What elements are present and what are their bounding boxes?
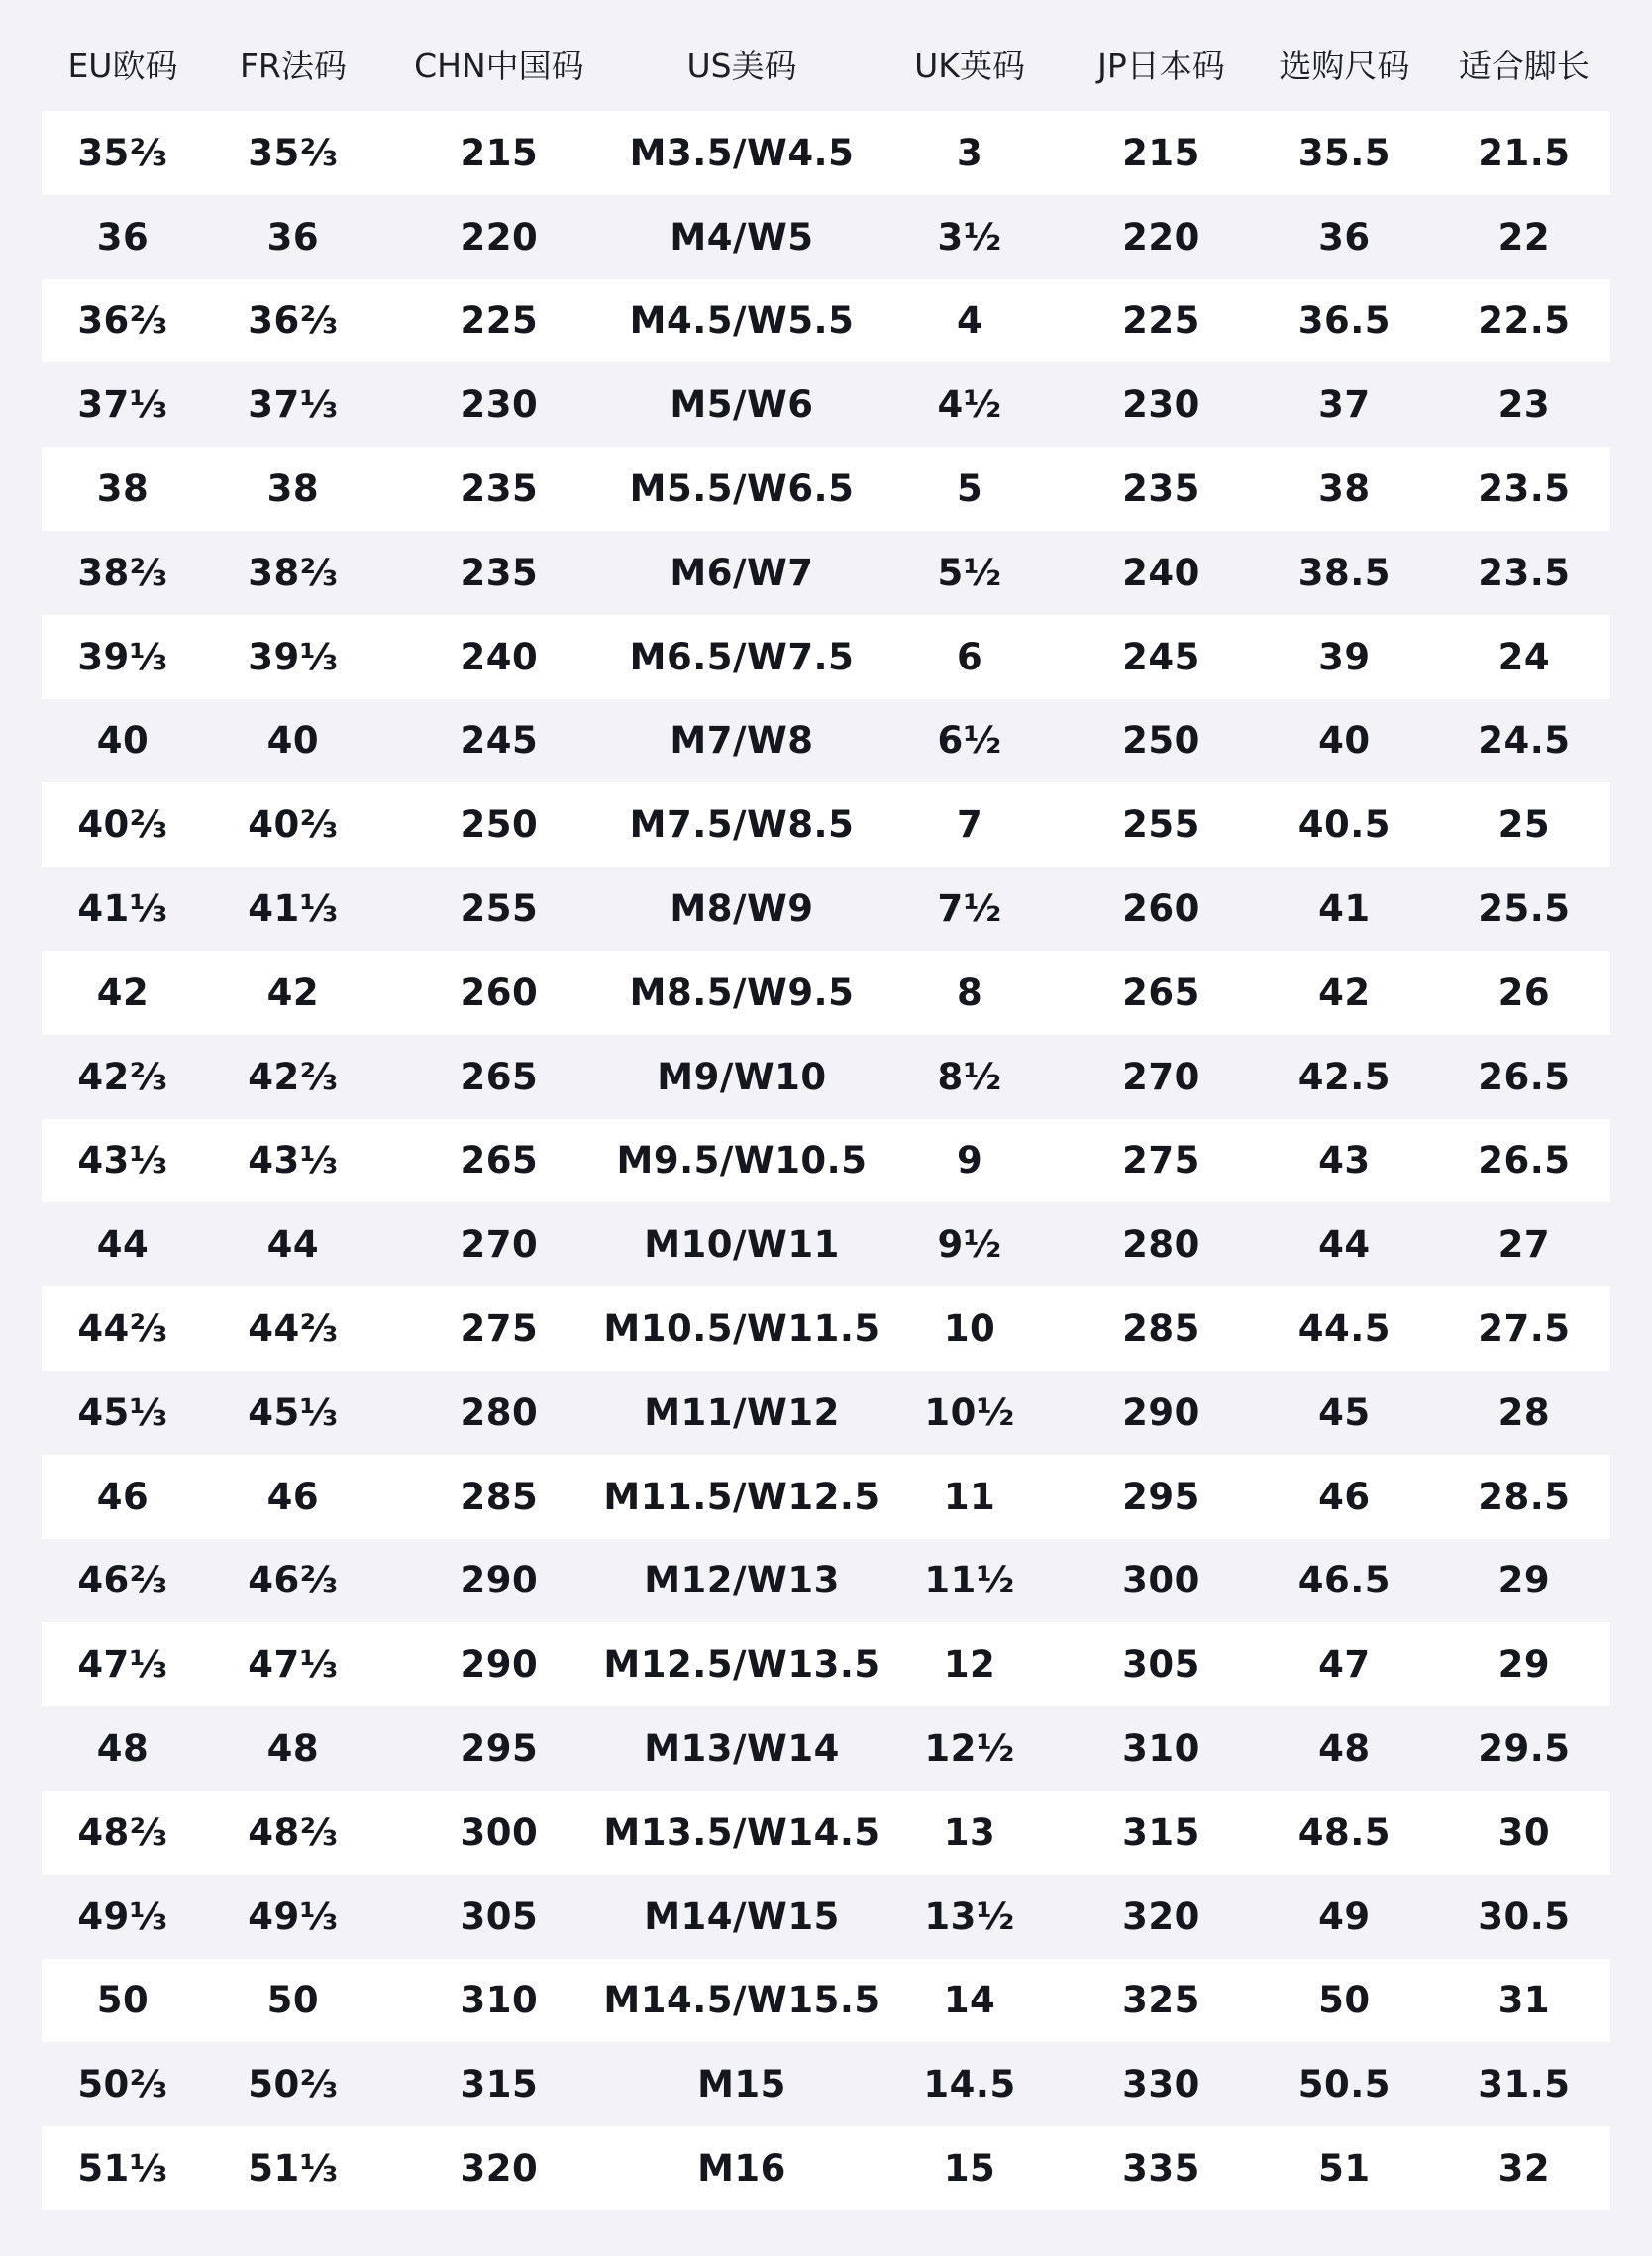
table-cell-foot-length: 32 [1497, 2147, 1551, 2191]
table-body [42, 111, 1610, 2210]
table-cell-us: M5.5/W6.5 [629, 467, 855, 511]
table-cell-us: M11/W12 [644, 1390, 840, 1434]
table-cell-us: M8/W9 [670, 887, 814, 931]
table-cell-uk: 6½ [937, 719, 1002, 763]
table-cell-chn: 215 [460, 131, 539, 174]
table-cell-us: M14/W15 [644, 1895, 840, 1938]
table-cell-buy-size: 38.5 [1297, 551, 1392, 594]
table-cell-uk: 10½ [924, 1390, 1015, 1434]
table-cell-us: M9.5/W10.5 [616, 1139, 868, 1182]
table-cell-buy-size: 36.5 [1297, 299, 1392, 343]
table-row [42, 2042, 1610, 2126]
table-cell-us: M14.5/W15.5 [603, 1979, 880, 2022]
table-cell-jp: 215 [1122, 131, 1200, 174]
table-cell-eu: 38 [96, 467, 150, 511]
column-header-buy-size: 选购尺码 [1279, 46, 1410, 85]
table-cell-jp: 235 [1122, 467, 1200, 511]
table-cell-foot-length: 23.5 [1478, 467, 1571, 511]
table-cell-uk: 11 [943, 1475, 996, 1518]
table-cell-uk: 12 [943, 1643, 996, 1687]
table-cell-eu: 46 [96, 1475, 150, 1518]
table-cell-fr: 38 [266, 467, 320, 511]
table-cell-chn: 290 [460, 1643, 539, 1687]
table-cell-us: M11.5/W12.5 [603, 1475, 880, 1518]
table-row [42, 951, 1610, 1035]
table-cell-jp: 310 [1122, 1727, 1200, 1771]
table-cell-jp: 295 [1122, 1475, 1200, 1518]
table-cell-chn: 265 [460, 1055, 539, 1098]
table-cell-uk: 5½ [937, 551, 1002, 594]
table-cell-foot-length: 31.5 [1478, 2063, 1571, 2106]
table-cell-foot-length: 25.5 [1478, 887, 1571, 931]
table-cell-fr: 46⅔ [248, 1559, 339, 1602]
table-cell-buy-size: 44.5 [1297, 1307, 1392, 1351]
table-cell-fr: 42⅔ [248, 1055, 339, 1098]
table-cell-fr: 46 [266, 1475, 320, 1518]
table-cell-buy-size: 51 [1318, 2147, 1371, 2191]
table-cell-eu: 49⅓ [77, 1895, 168, 1938]
table-cell-uk: 11½ [924, 1559, 1015, 1602]
table-cell-chn: 245 [460, 719, 539, 763]
table-row [42, 1622, 1610, 1706]
table-cell-buy-size: 43 [1318, 1139, 1371, 1182]
table-cell-eu: 44⅔ [77, 1307, 168, 1351]
table-cell-eu: 37⅓ [77, 383, 168, 427]
table-cell-jp: 250 [1122, 719, 1200, 763]
table-cell-uk: 6 [956, 635, 983, 678]
shoe-size-conversion-table [42, 0, 1610, 2210]
table-cell-jp: 280 [1122, 1223, 1200, 1267]
table-row [42, 782, 1610, 867]
table-cell-uk: 9½ [937, 1223, 1002, 1267]
table-cell-fr: 51⅓ [248, 2147, 339, 2191]
table-cell-uk: 13½ [924, 1895, 1015, 1938]
table-cell-buy-size: 39 [1318, 635, 1371, 678]
table-cell-eu: 43⅓ [77, 1139, 168, 1182]
table-cell-uk: 10 [943, 1307, 996, 1351]
table-cell-fr: 40 [266, 719, 320, 763]
table-cell-fr: 36 [266, 215, 320, 258]
table-row [42, 1035, 1610, 1119]
table-cell-buy-size: 40.5 [1297, 803, 1392, 847]
column-header-us: US美码 [686, 46, 797, 85]
table-cell-us: M12.5/W13.5 [603, 1643, 880, 1687]
table-cell-uk: 8 [956, 971, 983, 1014]
table-cell-eu: 39⅓ [77, 635, 168, 678]
table-cell-jp: 255 [1122, 803, 1200, 847]
table-cell-buy-size: 42.5 [1297, 1055, 1392, 1098]
table-cell-fr: 44⅔ [248, 1307, 339, 1351]
table-cell-fr: 41⅓ [248, 887, 339, 931]
table-cell-uk: 13 [943, 1810, 996, 1854]
table-cell-uk: 3 [956, 131, 983, 174]
table-cell-chn: 240 [460, 635, 539, 678]
table-cell-us: M6/W7 [670, 551, 814, 594]
table-cell-fr: 38⅔ [248, 551, 339, 594]
table-cell-us: M7.5/W8.5 [629, 803, 855, 847]
table-cell-uk: 7 [956, 803, 983, 847]
table-cell-uk: 3½ [937, 215, 1002, 258]
table-cell-chn: 255 [460, 887, 539, 931]
table-row [42, 1791, 1610, 1875]
table-cell-uk: 14.5 [923, 2063, 1016, 2106]
table-cell-uk: 4½ [937, 383, 1002, 427]
table-cell-jp: 240 [1122, 551, 1200, 594]
table-cell-foot-length: 26.5 [1478, 1139, 1571, 1182]
table-cell-foot-length: 31 [1497, 1979, 1551, 2022]
table-cell-eu: 38⅔ [77, 551, 168, 594]
table-cell-foot-length: 23 [1497, 383, 1551, 427]
table-cell-foot-length: 27.5 [1478, 1307, 1571, 1351]
table-cell-buy-size: 47 [1318, 1643, 1371, 1687]
table-cell-jp: 225 [1122, 299, 1200, 343]
column-header-foot-length: 适合脚长 [1458, 46, 1590, 85]
table-row [42, 531, 1610, 615]
table-row [42, 362, 1610, 447]
table-cell-jp: 290 [1122, 1390, 1200, 1434]
table-cell-chn: 235 [460, 551, 539, 594]
table-cell-buy-size: 41 [1318, 887, 1371, 931]
table-cell-buy-size: 36 [1318, 215, 1371, 258]
table-cell-chn: 310 [460, 1979, 539, 2022]
table-cell-us: M10/W11 [644, 1223, 840, 1267]
table-row [42, 279, 1610, 363]
table-cell-jp: 305 [1122, 1643, 1200, 1687]
table-cell-us: M9/W10 [657, 1055, 827, 1098]
column-header-jp: JP日本码 [1097, 46, 1225, 85]
table-cell-jp: 230 [1122, 383, 1200, 427]
table-cell-foot-length: 30.5 [1478, 1895, 1571, 1938]
table-cell-jp: 335 [1122, 2147, 1200, 2191]
table-cell-chn: 300 [460, 1810, 539, 1854]
table-cell-eu: 46⅔ [77, 1559, 168, 1602]
table-row [42, 1119, 1610, 1203]
table-cell-eu: 50⅔ [77, 2063, 168, 2106]
table-cell-buy-size: 42 [1318, 971, 1371, 1014]
table-cell-eu: 48⅔ [77, 1810, 168, 1854]
table-row [42, 2126, 1610, 2210]
table-cell-foot-length: 29 [1497, 1643, 1551, 1687]
table-cell-buy-size: 49 [1318, 1895, 1371, 1938]
table-cell-eu: 36⅔ [77, 299, 168, 343]
table-cell-foot-length: 28 [1497, 1390, 1551, 1434]
table-cell-chn: 295 [460, 1727, 539, 1771]
table-cell-us: M13.5/W14.5 [603, 1810, 880, 1854]
table-cell-eu: 48 [96, 1727, 150, 1771]
table-cell-chn: 270 [460, 1223, 539, 1267]
table-cell-buy-size: 46.5 [1297, 1559, 1392, 1602]
table-cell-foot-length: 24.5 [1478, 719, 1571, 763]
table-cell-foot-length: 30 [1497, 1810, 1551, 1854]
table-cell-fr: 37⅓ [248, 383, 339, 427]
table-cell-us: M4.5/W5.5 [629, 299, 855, 343]
table-cell-chn: 225 [460, 299, 539, 343]
table-cell-jp: 300 [1122, 1559, 1200, 1602]
table-cell-us: M8.5/W9.5 [629, 971, 855, 1014]
table-cell-chn: 290 [460, 1559, 539, 1602]
table-cell-us: M12/W13 [644, 1559, 840, 1602]
table-cell-chn: 285 [460, 1475, 539, 1518]
table-cell-uk: 5 [956, 467, 983, 511]
table-cell-chn: 265 [460, 1139, 539, 1182]
table-row [42, 699, 1610, 783]
table-cell-chn: 250 [460, 803, 539, 847]
column-header-fr: FR法码 [239, 46, 347, 85]
table-cell-eu: 42⅔ [77, 1055, 168, 1098]
table-cell-jp: 285 [1122, 1307, 1200, 1351]
table-cell-jp: 260 [1122, 887, 1200, 931]
table-cell-foot-length: 27 [1497, 1223, 1551, 1267]
table-cell-buy-size: 37 [1318, 383, 1371, 427]
table-row [42, 447, 1610, 531]
table-cell-uk: 4 [956, 299, 983, 343]
table-cell-us: M6.5/W7.5 [629, 635, 855, 678]
table-row [42, 1286, 1610, 1371]
table-cell-uk: 14 [943, 1979, 996, 2022]
table-cell-fr: 50⅔ [248, 2063, 339, 2106]
table-cell-fr: 35⅔ [248, 131, 339, 174]
table-row [42, 1875, 1610, 1959]
table-cell-foot-length: 25 [1497, 803, 1551, 847]
table-cell-eu: 47⅓ [77, 1643, 168, 1687]
table-cell-eu: 45⅓ [77, 1390, 168, 1434]
table-cell-uk: 12½ [924, 1727, 1015, 1771]
table-cell-jp: 320 [1122, 1895, 1200, 1938]
table-cell-foot-length: 29.5 [1478, 1727, 1571, 1771]
table-cell-uk: 9 [956, 1139, 983, 1182]
table-cell-foot-length: 28.5 [1478, 1475, 1571, 1518]
table-row [42, 195, 1610, 279]
table-cell-chn: 230 [460, 383, 539, 427]
table-cell-buy-size: 40 [1318, 719, 1371, 763]
table-cell-fr: 40⅔ [248, 803, 339, 847]
table-cell-eu: 42 [96, 971, 150, 1014]
table-cell-jp: 245 [1122, 635, 1200, 678]
table-cell-buy-size: 48.5 [1297, 1810, 1392, 1854]
table-cell-jp: 325 [1122, 1979, 1200, 2022]
table-cell-fr: 39⅓ [248, 635, 339, 678]
table-cell-us: M4/W5 [670, 215, 814, 258]
table-cell-us: M5/W6 [670, 383, 814, 427]
table-cell-eu: 50 [96, 1979, 150, 2022]
table-cell-uk: 8½ [937, 1055, 1002, 1098]
table-row [42, 867, 1610, 951]
table-cell-jp: 265 [1122, 971, 1200, 1014]
table-cell-us: M15 [697, 2063, 786, 2106]
column-header-chn: CHN中国码 [414, 46, 584, 85]
table-cell-fr: 44 [266, 1223, 320, 1267]
table-cell-fr: 50 [266, 1979, 320, 2022]
table-cell-uk: 15 [943, 2147, 996, 2191]
table-cell-fr: 48 [266, 1727, 320, 1771]
table-row [42, 1539, 1610, 1623]
table-cell-chn: 260 [460, 971, 539, 1014]
table-row [42, 1202, 1610, 1286]
table-cell-jp: 330 [1122, 2063, 1200, 2106]
table-cell-fr: 47⅓ [248, 1643, 339, 1687]
table-cell-us: M3.5/W4.5 [629, 131, 855, 174]
column-header-eu: EU欧码 [67, 46, 178, 85]
table-cell-buy-size: 48 [1318, 1727, 1371, 1771]
table-cell-us: M16 [697, 2147, 786, 2191]
table-cell-fr: 45⅓ [248, 1390, 339, 1434]
table-cell-jp: 270 [1122, 1055, 1200, 1098]
table-cell-foot-length: 26 [1497, 971, 1551, 1014]
table-cell-eu: 40⅔ [77, 803, 168, 847]
table-cell-us: M7/W8 [670, 719, 814, 763]
table-cell-fr: 48⅔ [248, 1810, 339, 1854]
table-cell-chn: 305 [460, 1895, 539, 1938]
table-cell-buy-size: 50.5 [1297, 2063, 1392, 2106]
table-cell-fr: 42 [266, 971, 320, 1014]
table-cell-foot-length: 26.5 [1478, 1055, 1571, 1098]
table-row [42, 1371, 1610, 1455]
table-cell-eu: 44 [96, 1223, 150, 1267]
table-row [42, 1455, 1610, 1539]
table-row [42, 1706, 1610, 1791]
table-cell-eu: 41⅓ [77, 887, 168, 931]
table-cell-us: M10.5/W11.5 [603, 1307, 880, 1351]
table-cell-foot-length: 21.5 [1478, 131, 1571, 174]
table-cell-foot-length: 29 [1497, 1559, 1551, 1602]
table-cell-chn: 320 [460, 2147, 539, 2191]
table-row [42, 111, 1610, 195]
table-cell-uk: 7½ [937, 887, 1002, 931]
table-cell-fr: 36⅔ [248, 299, 339, 343]
table-cell-chn: 315 [460, 2063, 539, 2106]
table-cell-jp: 315 [1122, 1810, 1200, 1854]
table-cell-buy-size: 38 [1318, 467, 1371, 511]
table-cell-fr: 43⅓ [248, 1139, 339, 1182]
table-cell-eu: 40 [96, 719, 150, 763]
table-cell-chn: 220 [460, 215, 539, 258]
table-cell-jp: 275 [1122, 1139, 1200, 1182]
table-cell-chn: 280 [460, 1390, 539, 1434]
table-cell-foot-length: 22.5 [1478, 299, 1571, 343]
table-cell-foot-length: 22 [1497, 215, 1551, 258]
column-header-uk: UK英码 [914, 46, 1025, 85]
table-cell-eu: 51⅓ [77, 2147, 168, 2191]
table-cell-buy-size: 50 [1318, 1979, 1371, 2022]
table-cell-us: M13/W14 [644, 1727, 840, 1771]
table-row [42, 615, 1610, 699]
table-cell-eu: 36 [96, 215, 150, 258]
table-cell-buy-size: 46 [1318, 1475, 1371, 1518]
table-cell-eu: 35⅔ [77, 131, 168, 174]
table-cell-foot-length: 24 [1497, 635, 1551, 678]
table-cell-jp: 220 [1122, 215, 1200, 258]
table-cell-buy-size: 35.5 [1297, 131, 1392, 174]
table-header-row [42, 0, 1610, 111]
table-cell-chn: 235 [460, 467, 539, 511]
table-cell-buy-size: 44 [1318, 1223, 1371, 1267]
table-cell-foot-length: 23.5 [1478, 551, 1571, 594]
table-cell-chn: 275 [460, 1307, 539, 1351]
table-cell-fr: 49⅓ [248, 1895, 339, 1938]
table-cell-buy-size: 45 [1318, 1390, 1371, 1434]
table-row [42, 1959, 1610, 2043]
